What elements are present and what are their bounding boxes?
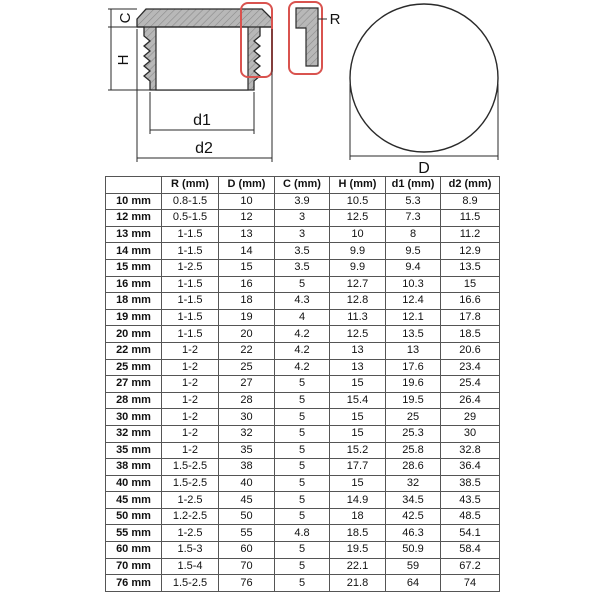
value-cell: 0.5-1.5 (162, 210, 219, 227)
label-d: D (418, 160, 430, 176)
value-cell: 1.5-4 (162, 558, 219, 575)
value-cell: 1-1.5 (162, 309, 219, 326)
size-cell: 22 mm (106, 342, 162, 359)
value-cell: 1-2 (162, 392, 219, 409)
value-cell: 28.6 (386, 459, 441, 476)
value-cell: 45 (219, 492, 275, 509)
value-cell: 5 (275, 442, 330, 459)
label-d1: d1 (193, 112, 211, 129)
size-cell: 15 mm (106, 259, 162, 276)
size-cell: 16 mm (106, 276, 162, 293)
header-cell: d1 (mm) (386, 177, 441, 194)
value-cell: 12.7 (330, 276, 386, 293)
value-cell: 17.6 (386, 359, 441, 376)
radius-detail (289, 2, 341, 74)
value-cell: 50.9 (386, 542, 441, 559)
label-c: C (116, 12, 134, 24)
value-cell: 0.8-1.5 (162, 193, 219, 210)
table-row (106, 326, 500, 343)
size-cell: 10 mm (106, 193, 162, 210)
header-cell: C (mm) (275, 177, 330, 194)
size-cell: 55 mm (106, 525, 162, 542)
value-cell: 11.3 (330, 309, 386, 326)
value-cell: 22.1 (330, 558, 386, 575)
value-cell: 4.8 (275, 525, 330, 542)
value-cell: 70 (219, 558, 275, 575)
value-cell: 4.2 (275, 326, 330, 343)
value-cell: 18.5 (330, 525, 386, 542)
value-cell: 50 (219, 508, 275, 525)
value-cell: 74 (441, 575, 500, 592)
value-cell: 9.5 (386, 243, 441, 260)
value-cell: 19 (219, 309, 275, 326)
value-cell: 43.5 (441, 492, 500, 509)
value-cell: 9.9 (330, 259, 386, 276)
size-cell: 50 mm (106, 508, 162, 525)
value-cell: 15 (330, 425, 386, 442)
value-cell: 10.5 (330, 193, 386, 210)
technical-drawing (0, 0, 600, 176)
value-cell: 5 (275, 558, 330, 575)
value-cell: 9.9 (330, 243, 386, 260)
table-row (106, 558, 500, 575)
top-view-circle (350, 4, 498, 152)
table-row (106, 259, 500, 276)
label-d2: d2 (195, 140, 213, 157)
value-cell: 10 (219, 193, 275, 210)
table-row (106, 442, 500, 459)
value-cell: 32 (386, 475, 441, 492)
top-view (350, 4, 498, 176)
value-cell: 1-1.5 (162, 293, 219, 310)
value-cell: 12.5 (330, 326, 386, 343)
header-cell: R (mm) (162, 177, 219, 194)
value-cell: 13 (219, 226, 275, 243)
header-cell: H (mm) (330, 177, 386, 194)
value-cell: 17.8 (441, 309, 500, 326)
value-cell: 60 (219, 542, 275, 559)
value-cell: 12.5 (330, 210, 386, 227)
size-cell: 30 mm (106, 409, 162, 426)
value-cell: 12.1 (386, 309, 441, 326)
dimension-d1 (150, 92, 254, 134)
value-cell: 1-2 (162, 359, 219, 376)
value-cell: 20 (219, 326, 275, 343)
label-h: H (114, 54, 132, 66)
value-cell: 17.7 (330, 459, 386, 476)
value-cell: 4 (275, 309, 330, 326)
size-cell: 27 mm (106, 376, 162, 393)
table-row (106, 376, 500, 393)
value-cell: 1-2.5 (162, 525, 219, 542)
value-cell: 19.5 (330, 542, 386, 559)
size-cell: 70 mm (106, 558, 162, 575)
value-cell: 3.5 (275, 259, 330, 276)
value-cell: 10 (330, 226, 386, 243)
table-row (106, 542, 500, 559)
value-cell: 1.2-2.5 (162, 508, 219, 525)
value-cell: 1-1.5 (162, 326, 219, 343)
value-cell: 10.3 (386, 276, 441, 293)
value-cell: 15 (219, 259, 275, 276)
header-cell: D (mm) (219, 177, 275, 194)
value-cell: 15 (330, 475, 386, 492)
size-cell: 60 mm (106, 542, 162, 559)
value-cell: 12.4 (386, 293, 441, 310)
size-cell: 25 mm (106, 359, 162, 376)
table-row (106, 210, 500, 227)
value-cell: 13 (330, 342, 386, 359)
value-cell: 3 (275, 210, 330, 227)
table-row (106, 409, 500, 426)
value-cell: 21.8 (330, 575, 386, 592)
header-size (106, 177, 162, 194)
value-cell: 8 (386, 226, 441, 243)
table-row (106, 508, 500, 525)
table-header-row (106, 177, 500, 194)
value-cell: 64 (386, 575, 441, 592)
value-cell: 1-1.5 (162, 243, 219, 260)
value-cell: 15.2 (330, 442, 386, 459)
table-row (106, 425, 500, 442)
value-cell: 15.4 (330, 392, 386, 409)
value-cell: 30 (441, 425, 500, 442)
value-cell: 28 (219, 392, 275, 409)
value-cell: 25 (219, 359, 275, 376)
radius-detail-profile (296, 8, 318, 66)
value-cell: 12.8 (330, 293, 386, 310)
value-cell: 34.5 (386, 492, 441, 509)
value-cell: 14.9 (330, 492, 386, 509)
value-cell: 1.5-3 (162, 542, 219, 559)
value-cell: 5 (275, 409, 330, 426)
size-cell: 38 mm (106, 459, 162, 476)
value-cell: 15 (330, 376, 386, 393)
value-cell: 3 (275, 226, 330, 243)
value-cell: 5 (275, 376, 330, 393)
value-cell: 25.4 (441, 376, 500, 393)
value-cell: 46.3 (386, 525, 441, 542)
value-cell: 1-2 (162, 425, 219, 442)
value-cell: 59 (386, 558, 441, 575)
value-cell: 19.5 (386, 392, 441, 409)
value-cell: 1-2 (162, 342, 219, 359)
value-cell: 18.5 (441, 326, 500, 343)
size-cell: 32 mm (106, 425, 162, 442)
value-cell: 38 (219, 459, 275, 476)
table-row (106, 193, 500, 210)
table-row (106, 276, 500, 293)
size-cell: 45 mm (106, 492, 162, 509)
table-row (106, 575, 500, 592)
table-row (106, 525, 500, 542)
value-cell: 1-1.5 (162, 226, 219, 243)
value-cell: 5 (275, 392, 330, 409)
value-cell: 3.9 (275, 193, 330, 210)
value-cell: 18 (219, 293, 275, 310)
table-row (106, 342, 500, 359)
value-cell: 23.4 (441, 359, 500, 376)
value-cell: 14 (219, 243, 275, 260)
value-cell: 35 (219, 442, 275, 459)
value-cell: 32.8 (441, 442, 500, 459)
value-cell: 1.5-2.5 (162, 459, 219, 476)
value-cell: 5 (275, 459, 330, 476)
table-row (106, 309, 500, 326)
value-cell: 11.5 (441, 210, 500, 227)
value-cell: 29 (441, 409, 500, 426)
size-cell: 35 mm (106, 442, 162, 459)
size-cell: 12 mm (106, 210, 162, 227)
value-cell: 1-2 (162, 376, 219, 393)
table-row (106, 226, 500, 243)
value-cell: 48.5 (441, 508, 500, 525)
value-cell: 1-1.5 (162, 276, 219, 293)
value-cell: 54.1 (441, 525, 500, 542)
value-cell: 5 (275, 575, 330, 592)
value-cell: 1.5-2.5 (162, 475, 219, 492)
size-cell: 14 mm (106, 243, 162, 260)
value-cell: 5.3 (386, 193, 441, 210)
value-cell: 1-2 (162, 442, 219, 459)
value-cell: 4.3 (275, 293, 330, 310)
table-body (106, 193, 500, 591)
value-cell: 5 (275, 492, 330, 509)
label-r: R (329, 11, 341, 28)
value-cell: 12 (219, 210, 275, 227)
value-cell: 13.5 (441, 259, 500, 276)
value-cell: 8.9 (441, 193, 500, 210)
value-cell: 30 (219, 409, 275, 426)
value-cell: 16.6 (441, 293, 500, 310)
dimension-c (108, 9, 137, 27)
value-cell: 38.5 (441, 475, 500, 492)
value-cell: 27 (219, 376, 275, 393)
value-cell: 15 (441, 276, 500, 293)
value-cell: 25.8 (386, 442, 441, 459)
size-cell: 13 mm (106, 226, 162, 243)
value-cell: 25.3 (386, 425, 441, 442)
value-cell: 5 (275, 425, 330, 442)
table-row (106, 293, 500, 310)
value-cell: 15 (330, 409, 386, 426)
table-row (106, 492, 500, 509)
value-cell: 42.5 (386, 508, 441, 525)
value-cell: 67.2 (441, 558, 500, 575)
size-cell: 19 mm (106, 309, 162, 326)
value-cell: 1.5-2.5 (162, 575, 219, 592)
table-row (106, 475, 500, 492)
size-cell: 18 mm (106, 293, 162, 310)
value-cell: 13 (330, 359, 386, 376)
value-cell: 1-2.5 (162, 259, 219, 276)
value-cell: 40 (219, 475, 275, 492)
header-cell: d2 (mm) (441, 177, 500, 194)
value-cell: 5 (275, 508, 330, 525)
table-row (106, 243, 500, 260)
value-cell: 18 (330, 508, 386, 525)
value-cell: 13.5 (386, 326, 441, 343)
size-cell: 76 mm (106, 575, 162, 592)
value-cell: 25 (386, 409, 441, 426)
value-cell: 1-2 (162, 409, 219, 426)
value-cell: 13 (386, 342, 441, 359)
value-cell: 9.4 (386, 259, 441, 276)
value-cell: 16 (219, 276, 275, 293)
value-cell: 11.2 (441, 226, 500, 243)
value-cell: 26.4 (441, 392, 500, 409)
value-cell: 7.3 (386, 210, 441, 227)
cap-inner-hollow (156, 27, 248, 90)
value-cell: 5 (275, 475, 330, 492)
value-cell: 20.6 (441, 342, 500, 359)
size-cell: 40 mm (106, 475, 162, 492)
value-cell: 5 (275, 276, 330, 293)
value-cell: 58.4 (441, 542, 500, 559)
value-cell: 55 (219, 525, 275, 542)
size-cell: 20 mm (106, 326, 162, 343)
value-cell: 4.2 (275, 359, 330, 376)
value-cell: 19.6 (386, 376, 441, 393)
value-cell: 22 (219, 342, 275, 359)
value-cell: 12.9 (441, 243, 500, 260)
table-row (106, 359, 500, 376)
value-cell: 36.4 (441, 459, 500, 476)
specification-table (105, 176, 500, 592)
value-cell: 4.2 (275, 342, 330, 359)
table-row (106, 459, 500, 476)
table-row (106, 392, 500, 409)
value-cell: 32 (219, 425, 275, 442)
value-cell: 3.5 (275, 243, 330, 260)
value-cell: 1-2.5 (162, 492, 219, 509)
size-cell: 28 mm (106, 392, 162, 409)
value-cell: 5 (275, 542, 330, 559)
value-cell: 76 (219, 575, 275, 592)
